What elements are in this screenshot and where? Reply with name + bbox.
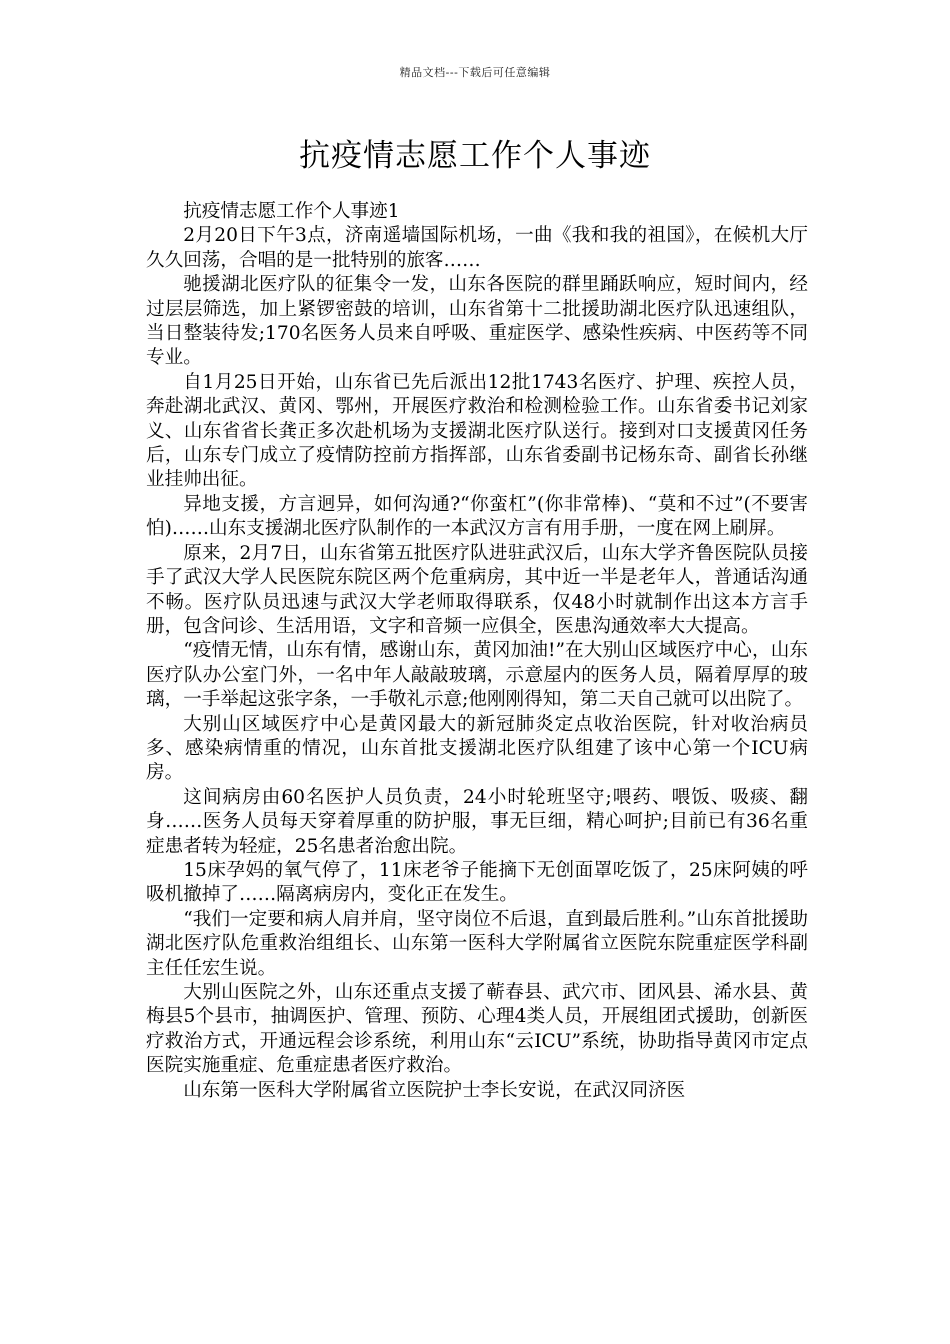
paragraph: “我们一定要和病人肩并肩，坚守岗位不后退，直到最后胜利。”山东首批援助湖北医疗队危重救治组组长、山东第一医科大学附属省立医院东院重症医学科副主任任宏生说。 — [146, 908, 808, 979]
paragraph: 大别山医院之外，山东还重点支援了蕲春县、武穴市、团风县、浠水县、黄梅县5个县市，抽调医护、管理、预防、心理4类人员，开展组团式援助，创新医疗救治方式，开通远程会诊系统，利用山东“云ICU”系统，协助指导黄冈市定点医院实施重症、危重症患者医疗救治。 — [146, 982, 808, 1077]
paragraph: 抗疫情志愿工作个人事迹1 — [183, 201, 400, 222]
paragraph: 这间病房由60名医护人员负责，24小时轮班坚守;喂药、喂饭、吸痰、翻身……医务人员每天穿着厚重的防护服，事无巨细，精心呵护;目前已有36名重症患者转为轻症，25名患者治愈出院。 — [146, 786, 808, 857]
paragraph: 大别山区域医疗中心是黄冈最大的新冠肺炎定点收治医院，针对收治病员多、感染病情重的情况，山东首批支援湖北医疗队组建了该中心第一个ICU病房。 — [146, 713, 808, 784]
paragraph: 15床孕妈的氧气停了，11床老爷子能摘下无创面罩吃饭了，25床阿姨的呼吸机撤掉了……隔离病房内，变化正在发生。 — [146, 859, 808, 906]
paragraph: 驰援湖北医疗队的征集令一发，山东各医院的群里踊跃响应，短时间内，经过层层筛选，加上紧锣密鼓的培训，山东省第十二批援助湖北医疗队迅速组队，当日整装待发;170名医务人员来自呼吸、重症医学、感染性疾病、中医药等不同专业。 — [146, 274, 808, 369]
paragraph: 异地支援，方言迥异，如何沟通?“你蛮杠”(你非常棒)、“莫和不过”(不要害怕)……山东支援湖北医疗队制作的一本武汉方言有用手册，一度在网上刷屏。 — [146, 493, 808, 540]
paragraph: “疫情无情，山东有情，感谢山东，黄冈加油!”在大别山区域医疗中心，山东医疗队办公室门外，一名中年人敲敲玻璃，示意屋内的医务人员，隔着厚厚的玻璃，一手举起这张字条，一手敬礼示意;他刚刚得知，第二天自己就可以出院了。 — [146, 640, 808, 711]
paragraph: 原来，2月7日，山东省第五批医疗队进驻武汉后，山东大学齐鲁医院队员接手了武汉大学人民医院东院区两个危重病房，其中近一半是老年人，普通话沟通不畅。医疗队员迅速与武汉大学老师取得联系，仅48小时就制作出这本方言手册，包含问诊、生活用语，文字和音频一应俱全，医患沟通效率大大提高。 — [146, 542, 808, 637]
document-body — [146, 200, 808, 1103]
paragraph: 2月20日下午3点，济南遥墙国际机场，一曲《我和我的祖国》，在候机大厅久久回荡，合唱的是一批特别的旅客…… — [146, 225, 808, 271]
paragraph: 山东第一医科大学附属省立医院护士李长安说，在武汉同济医 — [183, 1079, 686, 1101]
paragraph: 自1月25日开始，山东省已先后派出12批1743名医疗、护理、疾控人员，奔赴湖北武汉、黄冈、鄂州，开展医疗救治和检测检验工作。山东省委书记刘家义、山东省省长龚正多次赴机场为支援湖北医疗队送行。接到对口支援黄冈任务后，山东专门成立了疫情防控前方指挥部，山东省委副书记杨东奇、副省长孙继业挂帅出征。 — [146, 371, 808, 491]
document-title: 抗疫情志愿工作个人事迹 — [299, 138, 651, 174]
header-note: 精品文档---下载后可任意编辑 — [399, 66, 551, 79]
